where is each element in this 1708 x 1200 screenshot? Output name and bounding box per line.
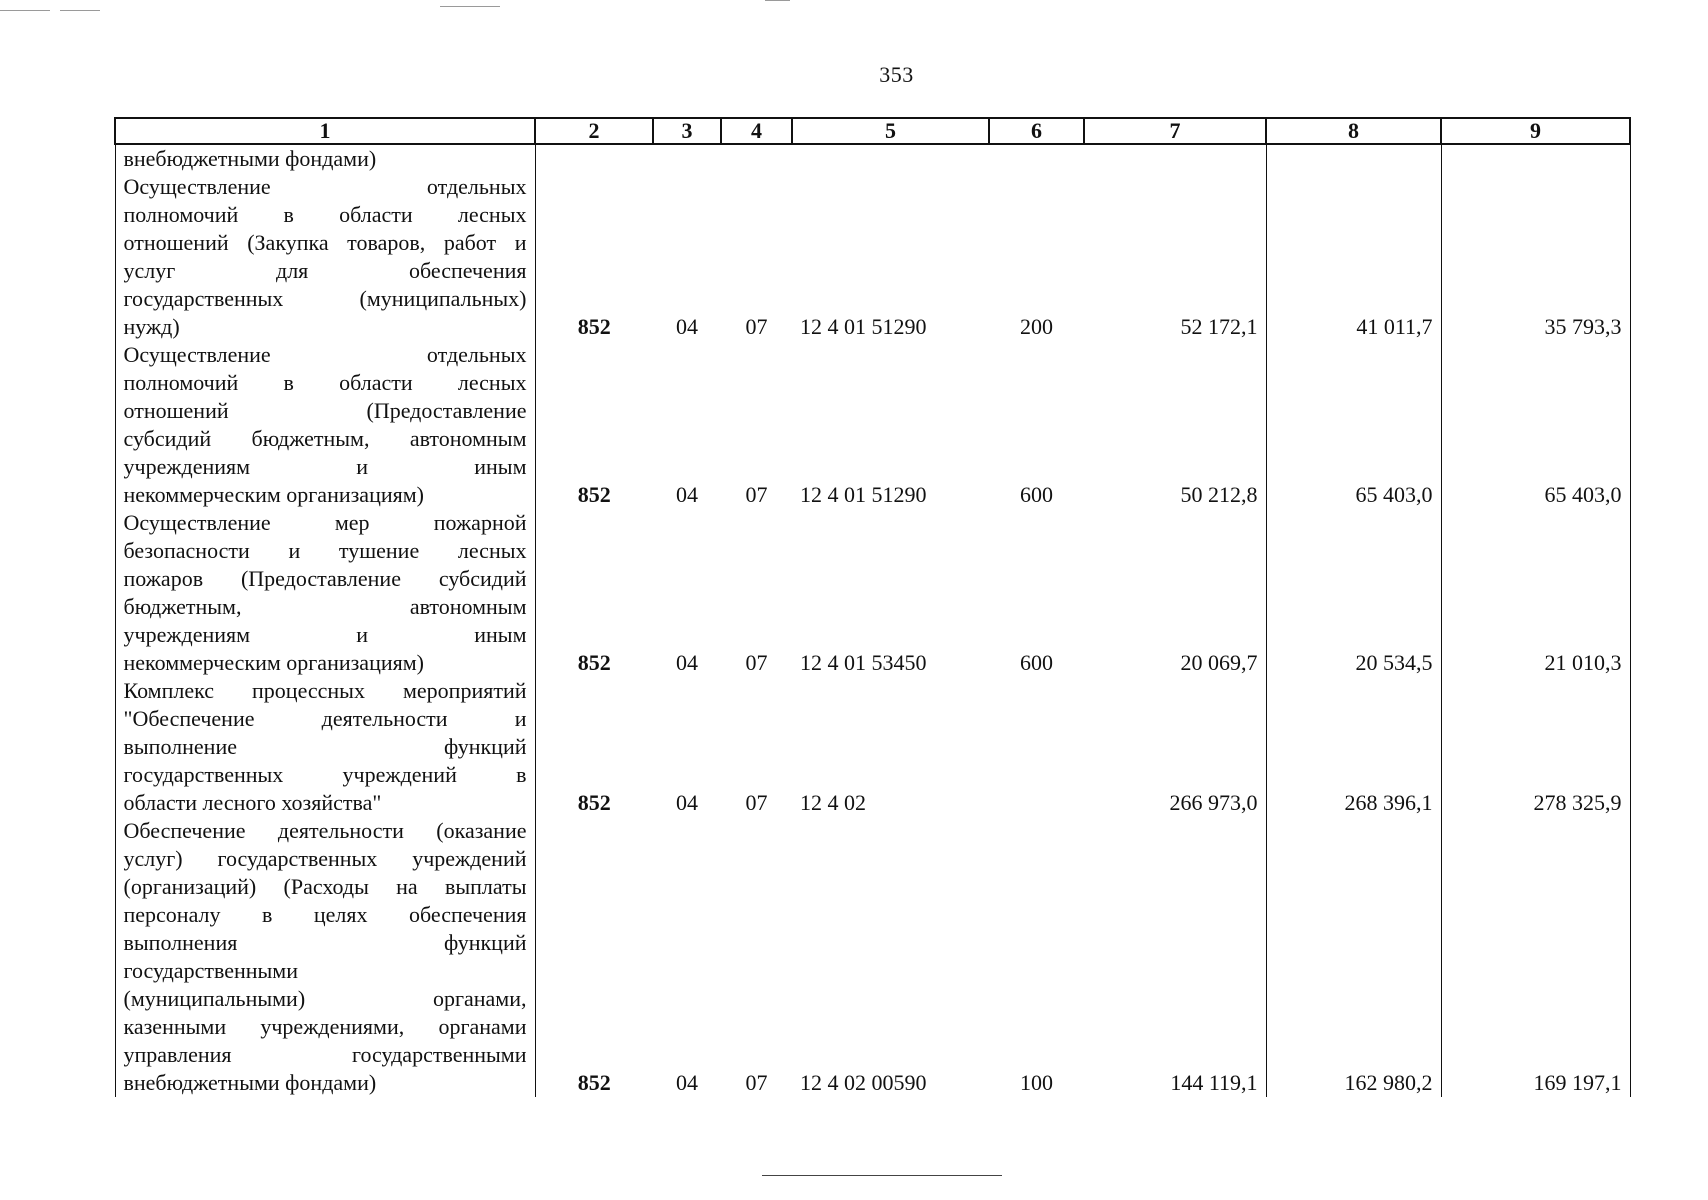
target-article: 12 4 01 51290 bbox=[800, 314, 927, 339]
target-article: 12 4 02 00590 bbox=[800, 1070, 927, 1095]
description-line: бюджетным, автономным bbox=[123, 594, 527, 619]
description-line: некоммерческим организациям) bbox=[123, 650, 424, 675]
subsection-code: 07 bbox=[745, 482, 768, 507]
table-row bbox=[115, 509, 1630, 677]
description-line: выполнение функций bbox=[123, 734, 527, 759]
description-line: учреждениям и иным bbox=[123, 622, 527, 647]
expense-type: 200 bbox=[1020, 314, 1053, 339]
description-line: услуг для обеспечения bbox=[123, 258, 527, 283]
ministry-code: 852 bbox=[535, 173, 653, 341]
row-description bbox=[115, 509, 535, 677]
description-line: Комплекс процессных мероприятий bbox=[123, 678, 527, 703]
amount-col9: 65 403,0 bbox=[1441, 341, 1630, 509]
amount-col8: 20 534,5 bbox=[1266, 509, 1441, 677]
header-cell: 7 bbox=[1084, 118, 1266, 144]
table-row bbox=[115, 173, 1630, 341]
expense-type: 600 bbox=[1020, 482, 1053, 507]
amount-col7: 50 212,8 bbox=[1180, 482, 1258, 507]
section-code: 04 bbox=[676, 482, 698, 507]
amount-col8: 268 396,1 bbox=[1266, 677, 1441, 817]
description-line: казенными учреждениями, органами bbox=[123, 1014, 527, 1039]
amount-col9: 21 010,3 bbox=[1441, 509, 1630, 677]
expense-type: 100 bbox=[1020, 1070, 1053, 1095]
header-cell: 1 bbox=[115, 118, 535, 144]
description-line: (организаций) (Расходы на выплаты bbox=[123, 874, 527, 899]
budget-table bbox=[114, 117, 1631, 1097]
description-line: отношений (Предоставление bbox=[123, 398, 527, 423]
row-description bbox=[115, 144, 535, 173]
scan-artifact-line bbox=[0, 10, 50, 11]
subsection-code: 07 bbox=[745, 790, 768, 815]
scan-artifact-line bbox=[60, 10, 100, 11]
description-line: "Обеспечение деятельности и bbox=[123, 706, 527, 731]
amount-col9: 169 197,1 bbox=[1441, 817, 1630, 1097]
header-cell: 6 bbox=[989, 118, 1084, 144]
description-line: Осуществление мер пожарной bbox=[123, 510, 527, 535]
row-description bbox=[115, 173, 535, 341]
description-line: управления государственными bbox=[123, 1042, 527, 1067]
row-description bbox=[115, 817, 535, 1097]
description-line: Осуществление отдельных bbox=[123, 342, 527, 367]
description-line: услуг) государственных учреждений bbox=[123, 846, 527, 871]
header-cell: 3 bbox=[653, 118, 721, 144]
amount-col7: 144 119,1 bbox=[1170, 1070, 1258, 1095]
header-cell: 9 bbox=[1441, 118, 1630, 144]
description-line: выполнения функций bbox=[123, 930, 527, 955]
description-line: нужд) bbox=[123, 314, 180, 339]
description-line: полномочий в области лесных bbox=[123, 202, 527, 227]
table-row bbox=[115, 341, 1630, 509]
amount-col7: 266 973,0 bbox=[1169, 790, 1258, 815]
header-cell: 2 bbox=[535, 118, 653, 144]
section-code: 04 bbox=[676, 1070, 698, 1095]
scan-artifact-line bbox=[762, 1175, 1002, 1176]
amount-col8: 162 980,2 bbox=[1266, 817, 1441, 1097]
header-cell: 5 bbox=[792, 118, 989, 144]
target-article: 12 4 02 bbox=[800, 790, 866, 815]
scan-artifact-line bbox=[765, 0, 790, 1]
description-line: отношений (Закупка товаров, работ и bbox=[123, 230, 527, 255]
scan-artifact-line bbox=[440, 6, 500, 7]
subsection-code: 07 bbox=[745, 314, 768, 339]
expense-type: 600 bbox=[1020, 650, 1053, 675]
continuation-row bbox=[115, 144, 1630, 173]
amount-col7: 20 069,7 bbox=[1180, 650, 1258, 675]
table-row bbox=[115, 677, 1630, 817]
header-cell: 8 bbox=[1266, 118, 1441, 144]
target-article: 12 4 01 51290 bbox=[800, 482, 927, 507]
description-line: полномочий в области лесных bbox=[123, 370, 527, 395]
description-line: государственных (муниципальных) bbox=[123, 286, 527, 311]
amount-col8: 65 403,0 bbox=[1266, 341, 1441, 509]
description-line: Обеспечение деятельности (оказание bbox=[123, 818, 527, 843]
amount-col7: 52 172,1 bbox=[1180, 314, 1258, 339]
description-line: безопасности и тушение лесных bbox=[123, 538, 527, 563]
description-line: внебюджетными фондами) bbox=[123, 1070, 377, 1095]
section-code: 04 bbox=[676, 790, 698, 815]
description-line: государственных учреждений в bbox=[123, 762, 527, 787]
description-line: субсидий бюджетным, автономным bbox=[123, 426, 527, 451]
amount-col8: 41 011,7 bbox=[1266, 173, 1441, 341]
subsection-code: 07 bbox=[745, 1070, 768, 1095]
target-article: 12 4 01 53450 bbox=[800, 650, 927, 675]
row-description bbox=[115, 677, 535, 817]
ministry-code: 852 bbox=[535, 341, 653, 509]
description-line: Осуществление отдельных bbox=[123, 174, 527, 199]
description-line: (муниципальными) органами, bbox=[123, 986, 527, 1011]
ministry-code: 852 bbox=[535, 509, 653, 677]
description-line: пожаров (Предоставление субсидий bbox=[123, 566, 527, 591]
amount-col9: 278 325,9 bbox=[1441, 677, 1630, 817]
header-cell: 4 bbox=[721, 118, 792, 144]
table-header-row bbox=[115, 118, 1630, 144]
description-line: государственными bbox=[123, 958, 298, 983]
ministry-code: 852 bbox=[535, 677, 653, 817]
description-line: некоммерческим организациям) bbox=[123, 482, 424, 507]
page-number: 353 bbox=[879, 62, 914, 87]
expense-type bbox=[989, 677, 1084, 817]
subsection-code: 07 bbox=[745, 650, 768, 675]
description-line: учреждениям и иным bbox=[123, 454, 527, 479]
amount-col9: 35 793,3 bbox=[1441, 173, 1630, 341]
description-line: персоналу в целях обеспечения bbox=[123, 902, 527, 927]
description-line: области лесного хозяйства" bbox=[123, 790, 382, 815]
table-row bbox=[115, 817, 1630, 1097]
description-line: внебюджетными фондами) bbox=[123, 146, 377, 171]
row-description bbox=[115, 341, 535, 509]
section-code: 04 bbox=[676, 314, 698, 339]
ministry-code: 852 bbox=[535, 817, 653, 1097]
section-code: 04 bbox=[676, 650, 698, 675]
